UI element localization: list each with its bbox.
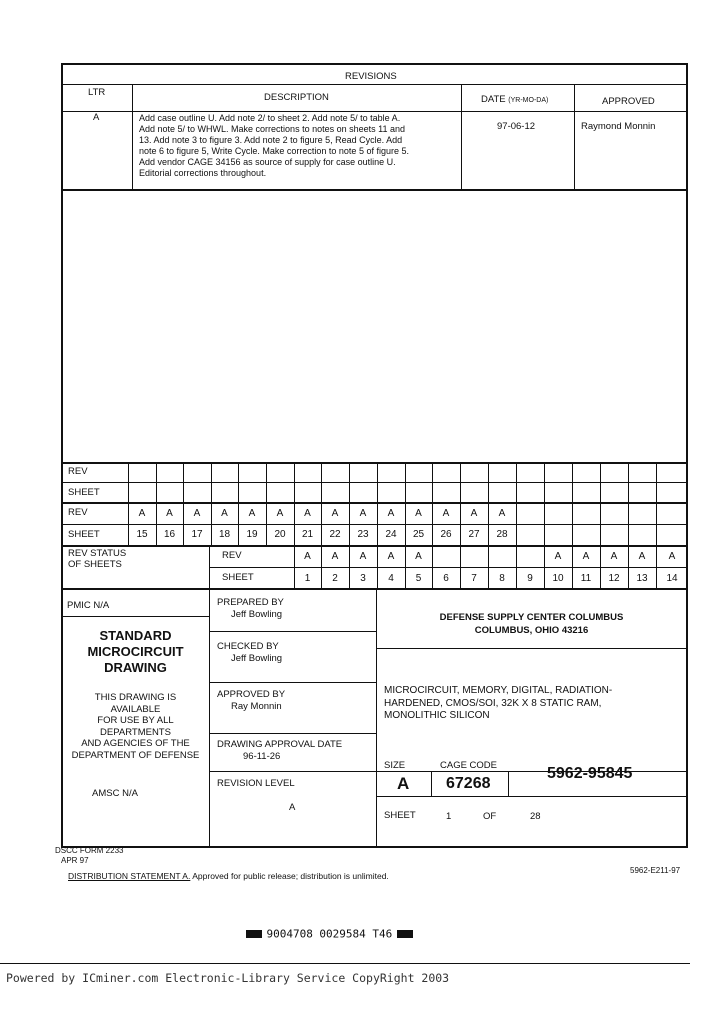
row6-sheet-cell: 8 <box>499 573 505 584</box>
row4-sheet-cell: 16 <box>163 529 176 540</box>
row5-rev-cell: A <box>331 551 339 562</box>
availability-statement: THIS DRAWING IS AVAILABLE FOR USE BY ALL DEPARTMENTS AND AGENCIES OF THE DEPARTMENT OF DEFENSE <box>71 692 200 761</box>
row3-rev-cell: A <box>248 508 256 519</box>
sheet-label: SHEET <box>384 810 416 821</box>
row5-rev-cell: A <box>415 551 422 562</box>
prepared-by-label: PREPARED BY <box>217 597 284 608</box>
grid-line <box>61 545 688 547</box>
powered-by: Powered by ICminer.com Electronic-Library Service CopyRight 2003 <box>6 971 450 985</box>
barcode-text: 9004708 0029584 T46 <box>266 927 393 941</box>
approval-date: 96-11-26 <box>243 751 281 762</box>
grid-line <box>544 462 545 545</box>
row4-sheet-cell: 21 <box>301 529 314 540</box>
row6-sheet-cell: 2 <box>332 573 338 584</box>
of-label: OF <box>483 811 497 822</box>
ltr-header: LTR <box>88 87 106 98</box>
row3-rev-cell: A <box>359 508 367 519</box>
row5-rev-cell: A <box>638 551 646 562</box>
approval-date-label: DRAWING APPROVAL DATE <box>217 739 343 750</box>
row5-rev-cell: A <box>668 551 676 562</box>
row3-rev-cell: A <box>166 508 173 519</box>
drawing-title: MICROCIRCUIT, MEMORY, DIGITAL, RADIATION- HARDENED, CMOS/SOI, 32K X 8 STATIC RAM, MONOLITHIC SILICON <box>384 685 613 721</box>
form-number: DSCC FORM 2233 APR 97 <box>55 846 124 865</box>
revision-level-value: A <box>289 802 296 813</box>
row3-rev-cell: A <box>193 508 201 519</box>
barcode-block-left <box>246 930 262 938</box>
row4-sheet-cell: 19 <box>246 529 258 540</box>
row6-sheet-cell: 6 <box>443 573 449 584</box>
row1-rev-label: REV <box>68 466 88 477</box>
row6-sheet-cell: 4 <box>388 573 394 584</box>
row4-sheet-cell: 24 <box>385 529 397 540</box>
row3-rev-cell: A <box>442 508 450 519</box>
row4-sheet-cell: 27 <box>468 529 480 540</box>
row5-rev-cell: A <box>554 551 562 562</box>
total-sheets: 28 <box>530 811 541 822</box>
revision-approved: Raymond Monnin <box>581 121 656 132</box>
row6-sheet-cell: 1 <box>304 573 311 584</box>
row5-rev-label: REV <box>222 550 242 561</box>
grid-line <box>656 462 657 545</box>
size-value: A <box>397 774 410 793</box>
barcode-line <box>246 925 413 943</box>
row4-sheet-cell: 18 <box>218 529 231 540</box>
revision-level-label: REVISION LEVEL <box>217 778 295 789</box>
row4-sheet-cell: 26 <box>440 529 452 540</box>
checked-by-label: CHECKED BY <box>217 641 279 652</box>
grid-line <box>209 567 688 568</box>
row3-rev-cell: A <box>387 508 395 519</box>
row6-sheet-cell: 5 <box>415 573 422 584</box>
form-code: 5962-E211-97 <box>630 866 681 875</box>
row5-rev-cell: A <box>387 551 395 562</box>
row6-sheet-label: SHEET <box>222 572 254 583</box>
row5-rev-cell: A <box>304 551 311 562</box>
row3-rev-label: REV <box>68 507 88 518</box>
revisions-title: REVISIONS <box>345 71 397 82</box>
row3-rev-cell: A <box>276 508 284 519</box>
row4-sheet-cell: 25 <box>412 529 425 540</box>
agency-name: DEFENSE SUPPLY CENTER COLUMBUS COLUMBUS, OHIO 43216 <box>439 612 624 636</box>
grid-line <box>628 462 629 545</box>
row6-sheet-cell: 12 <box>608 573 620 584</box>
revision-date: 97-06-12 <box>497 121 536 132</box>
pmic: PMIC N/A <box>67 600 110 611</box>
row4-sheet-cell: 23 <box>357 529 369 540</box>
row4-sheet-cell: 22 <box>329 529 341 540</box>
revision-ltr: A <box>93 112 100 123</box>
revision-description: Add case outline U. Add note 2/ to sheet 2. Add note 5/ to table A. Add note 5/ to WHWL. Make corrections to notes on sheets 11 and 13. Add note 3 to figure 3. Add note 2 to figure 5, Read Cycle. Add note 6 to figure 5, Write Cycle. Make correction to note 5 of figure 5. Add vendor CAGE 34156 as source of supply for case outline U. Editorial corrections throughout. <box>139 113 409 178</box>
size-label: SIZE <box>384 760 406 771</box>
row3-rev-cell: A <box>331 508 339 519</box>
row4-sheet-cell: 15 <box>136 529 148 540</box>
row3-rev-cell: A <box>304 508 311 519</box>
row6-sheet-cell: 10 <box>552 573 564 584</box>
sheet-number: 1 <box>446 811 452 822</box>
distribution-statement: DISTRIBUTION STATEMENT A. Approved for public release; distribution is unlimited. <box>68 871 389 881</box>
grid-line <box>516 462 517 545</box>
row5-rev-cell: A <box>359 551 367 562</box>
row2-sheet-label: SHEET <box>68 487 100 498</box>
cage-code-label: CAGE CODE <box>440 760 498 771</box>
row3-rev-cell: A <box>498 508 506 519</box>
row6-sheet-cell: 9 <box>527 573 533 584</box>
description-header: DESCRIPTION <box>264 92 329 103</box>
row6-sheet-cell: 3 <box>360 573 366 584</box>
grid-line <box>600 462 601 545</box>
approved-by-label: APPROVED BY <box>217 689 286 700</box>
amsc: AMSC N/A <box>92 788 138 799</box>
barcode-block-right <box>397 930 413 938</box>
row5-rev-cell: A <box>582 551 590 562</box>
row4-sheet-cell: 17 <box>191 529 203 540</box>
row4-sheet-label: SHEET <box>68 529 100 540</box>
row3-rev-cell: A <box>470 508 478 519</box>
row6-sheet-cell: 13 <box>636 573 648 584</box>
approved-by-name: Ray Monnin <box>231 701 282 712</box>
approved-header: APPROVED <box>602 96 655 107</box>
row4-sheet-cell: 28 <box>496 529 508 540</box>
drawing-number: 5962-95845 <box>547 765 633 782</box>
row6-sheet-cell: 7 <box>471 573 477 584</box>
grid-line <box>209 545 210 589</box>
date-header: DATE (YR-MO-DA) <box>481 94 549 105</box>
checked-by-name: Jeff Bowling <box>231 653 283 664</box>
rev-status-label: REV STATUS OF SHEETS <box>68 548 127 570</box>
standard-microcircuit-drawing: STANDARD MICROCIRCUIT DRAWING <box>87 628 184 675</box>
row4-sheet-cell: 20 <box>274 529 286 540</box>
row3-rev-cell: A <box>138 508 146 519</box>
row3-rev-cell: A <box>221 508 228 519</box>
row6-sheet-cell: 14 <box>666 573 678 584</box>
row3-rev-cell: A <box>415 508 422 519</box>
prepared-by-name: Jeff Bowling <box>231 609 283 620</box>
cage-code-value: 67268 <box>446 775 491 792</box>
row5-rev-cell: A <box>610 551 618 562</box>
row6-sheet-cell: 11 <box>580 573 592 584</box>
grid-line <box>572 462 573 545</box>
